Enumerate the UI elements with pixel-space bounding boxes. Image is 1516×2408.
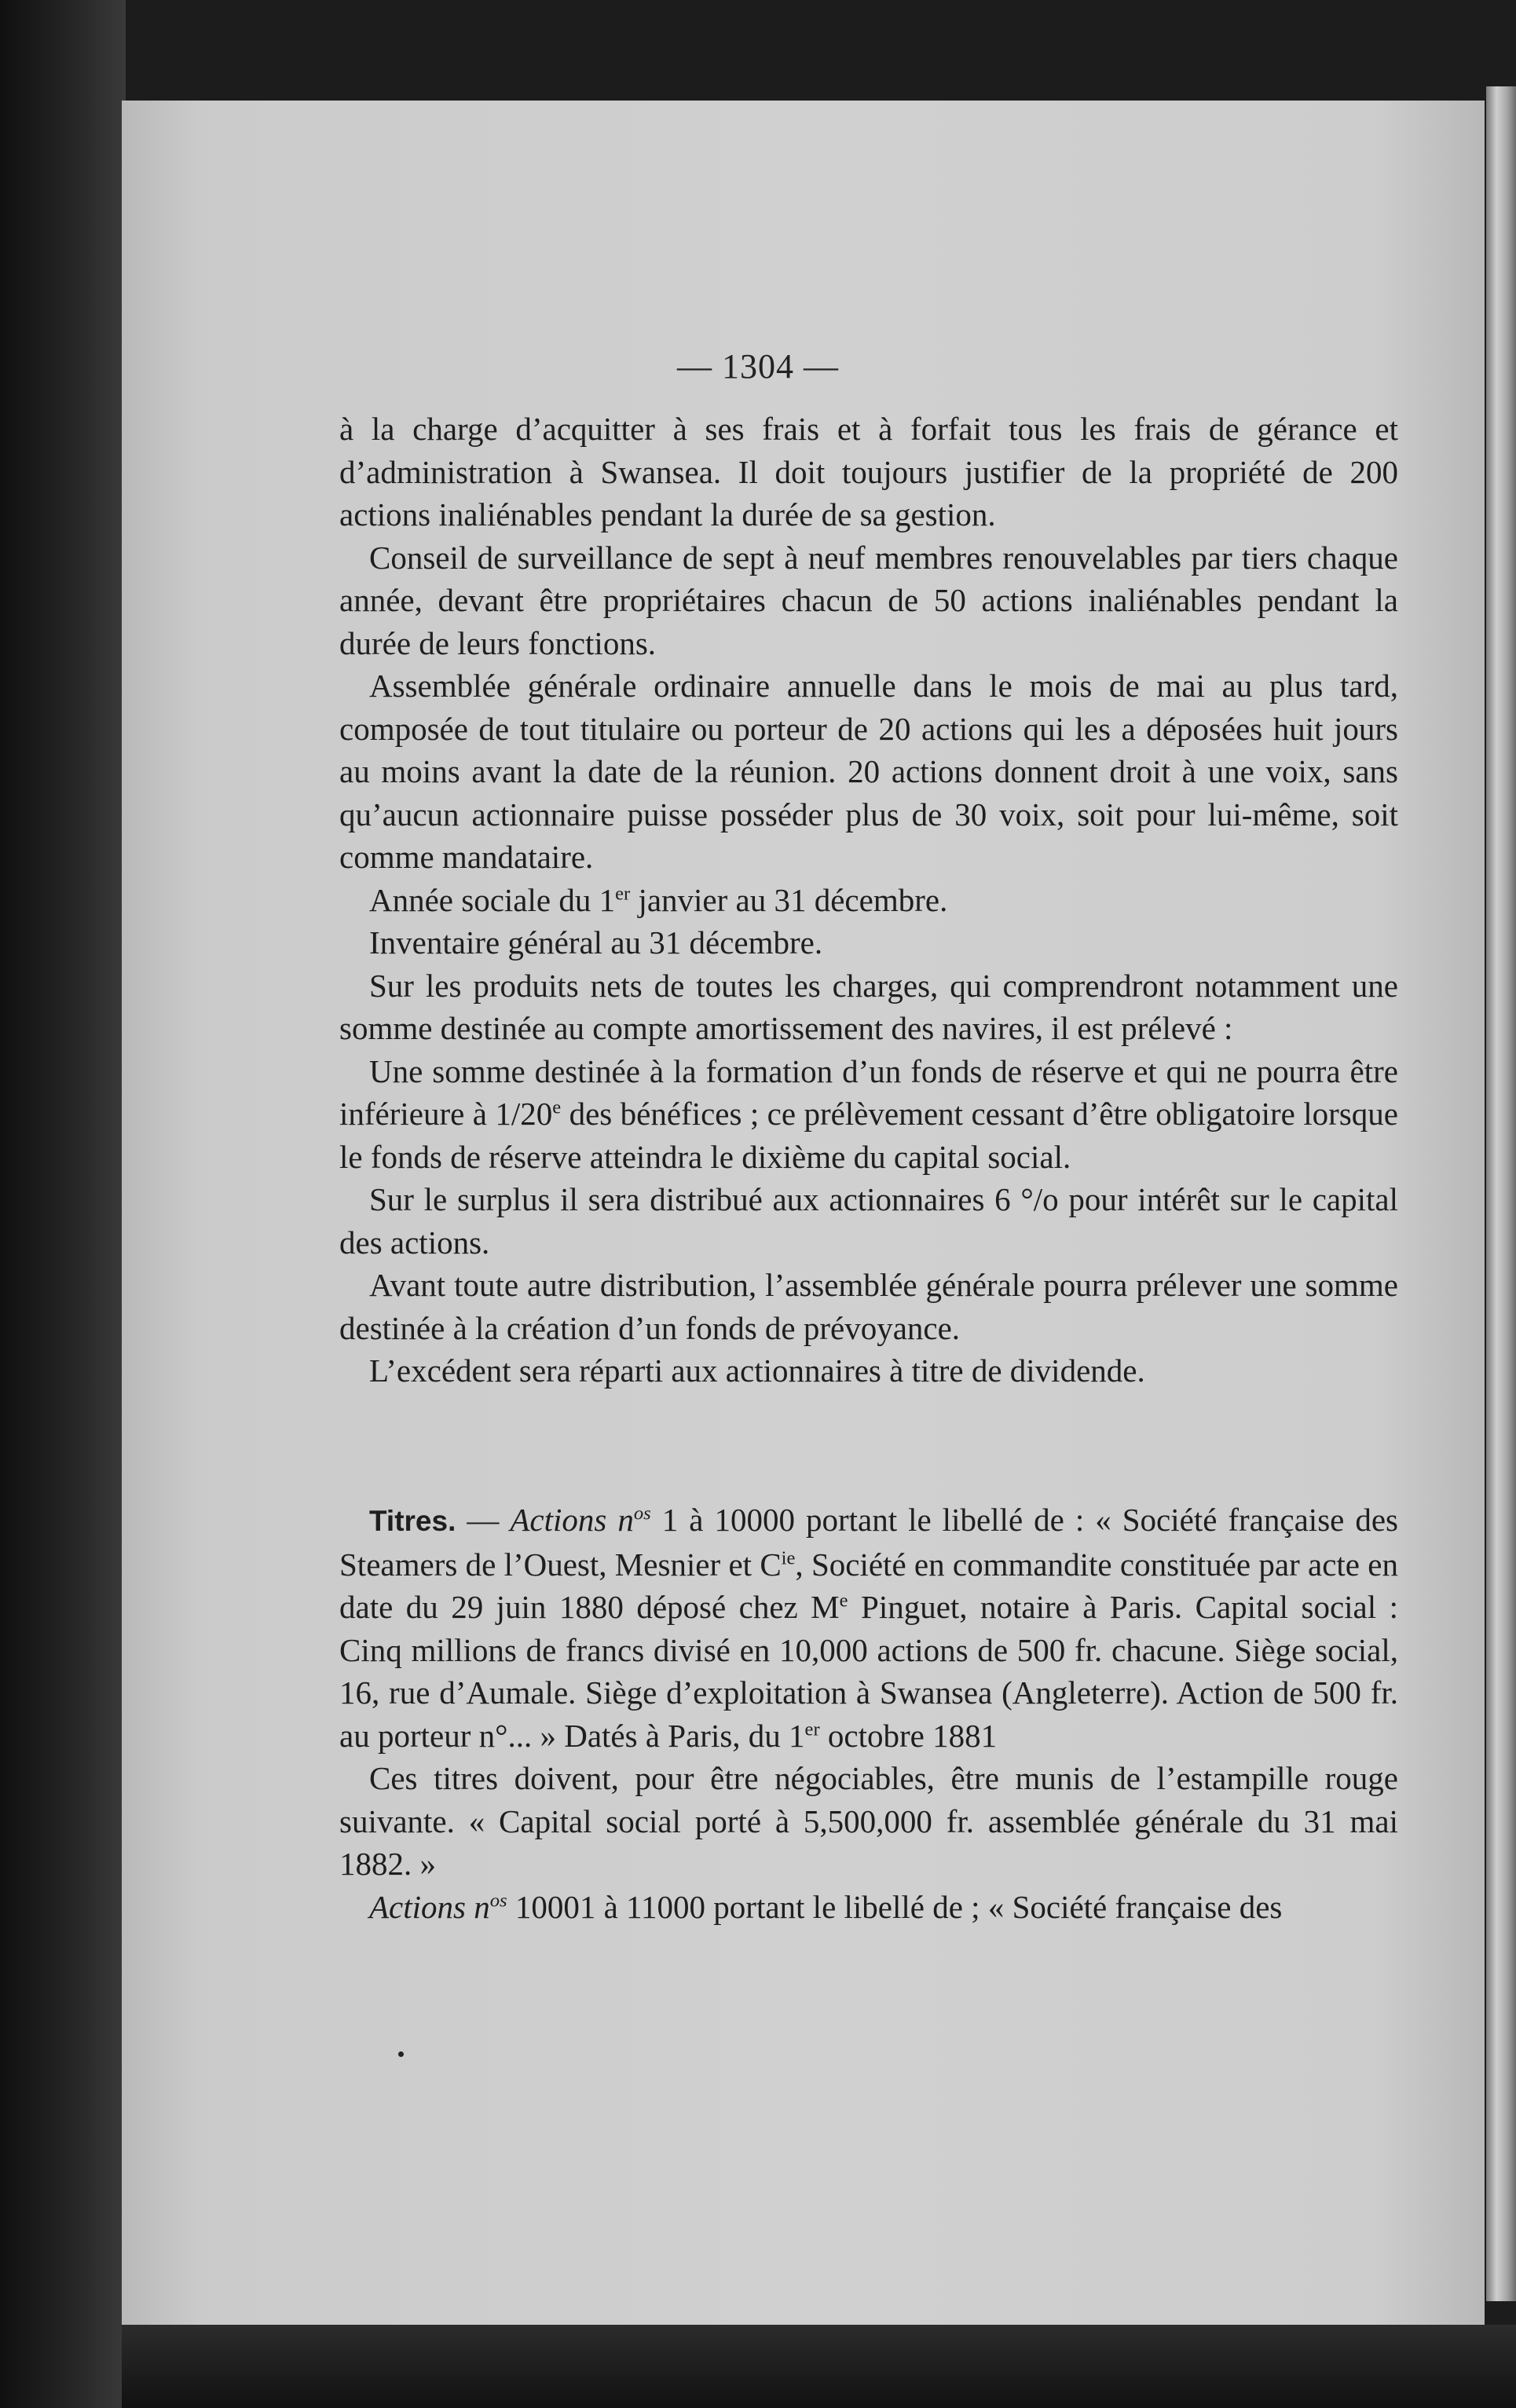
scan-bottom-edge [122,2325,1516,2408]
paragraph-assemblee: Assemblée générale ordinaire annuelle dans le mois de mai au plus tard, composée de tout titulaire ou porteur de 20 actions qui les a déposées huit jours au moins avant la date de la réunion. 20 actions donnent droit à une voix, sans qu’aucun actionnaire puisse posséder plus de 30 voix, soit pour lui-même, soit comme mandataire. [339,668,1398,875]
paragraph-titres: Titres. — Actions $n^{os}$ 1 à 10000 portant le libellé de : « Société française des Steamers de l’Ouest, Mesnier et $C^{ie}$, Société en commandite constituée par acte en date du 29 juin 1880 déposé chez Me Pinguet, notaire à Paris. Capital social : Cinq millions de francs divisé en 10,000 actions de 500 fr. chacune. Siège social, 16, rue d’Aumale. Siège d’exploitation à Swansea (Angleterre). Action de 500 fr. au porteur n°... » Datés à Paris, du 1er octobre 1881 [339,1502,1399,1754]
paragraph-annee-sociale: Année sociale du 1er janvier au 31 décembre. [369,881,948,918]
paragraph-reserve: Une somme destinée à la formation d’un fonds de réserve et qui ne pourra être inférieure à 1/20e des bénéfices ; ce prélèvement cessant d’être obligatoire lorsque le fonds de réserve atteindra le dixième du capital social. [339,1052,1398,1175]
ink-speck [398,2051,404,2057]
paragraph-conseil: Conseil de surveillance de sept à neuf membres renouvelables par tiers chaque année, devant être propriétaires chacun de 50 actions inaliénables pendant la durée de leurs fonctions. [339,539,1398,661]
paragraph-inventaire: Inventaire général au 31 décembre. [369,924,823,961]
statutes-section [339,408,1398,1392]
page-right-rim [1486,86,1516,2301]
page-number: — 1304 — [677,347,839,386]
paragraph-estampille: Ces titres doivent, pour être négociables, être munis de l’estampille rouge suivante. « Capital social porté à 5,500,000 fr. assemblée générale du 31 mai 1882. » [339,1760,1398,1882]
paragraph-surplus: Sur le surplus il sera distribué aux actionnaires 6 °/o pour intérêt sur le capital des actions. [339,1181,1398,1261]
paragraph-excedent: L’excédent sera réparti aux actionnaires à titre de dividende. [369,1352,1145,1389]
titres-heading: Titres. [369,1505,456,1537]
paragraph-actions-10001: Actions $n^{os}$ 10001 à 11000 portant le libellé de ; « Société française des [369,1888,1283,1925]
paragraph-gerance: à la charge d’acquitter à ses frais et à forfait tous les frais de gérance et d’administration à Swansea. Il doit toujours justifier de la propriété de 200 actions inaliénables pendant la durée de sa gestion. [339,411,1398,532]
paragraph-prevoyance: Avant toute autre distribution, l’assemblée générale pourra prélever une somme destinée à la création d’un fonds de prévoyance. [339,1267,1398,1346]
paragraph-produits: Sur les produits nets de toutes les charges, qui comprendront notamment une somme destinée au compte amortissement des navires, il est prélevé : [339,967,1398,1046]
titres-section [339,1499,1398,1928]
